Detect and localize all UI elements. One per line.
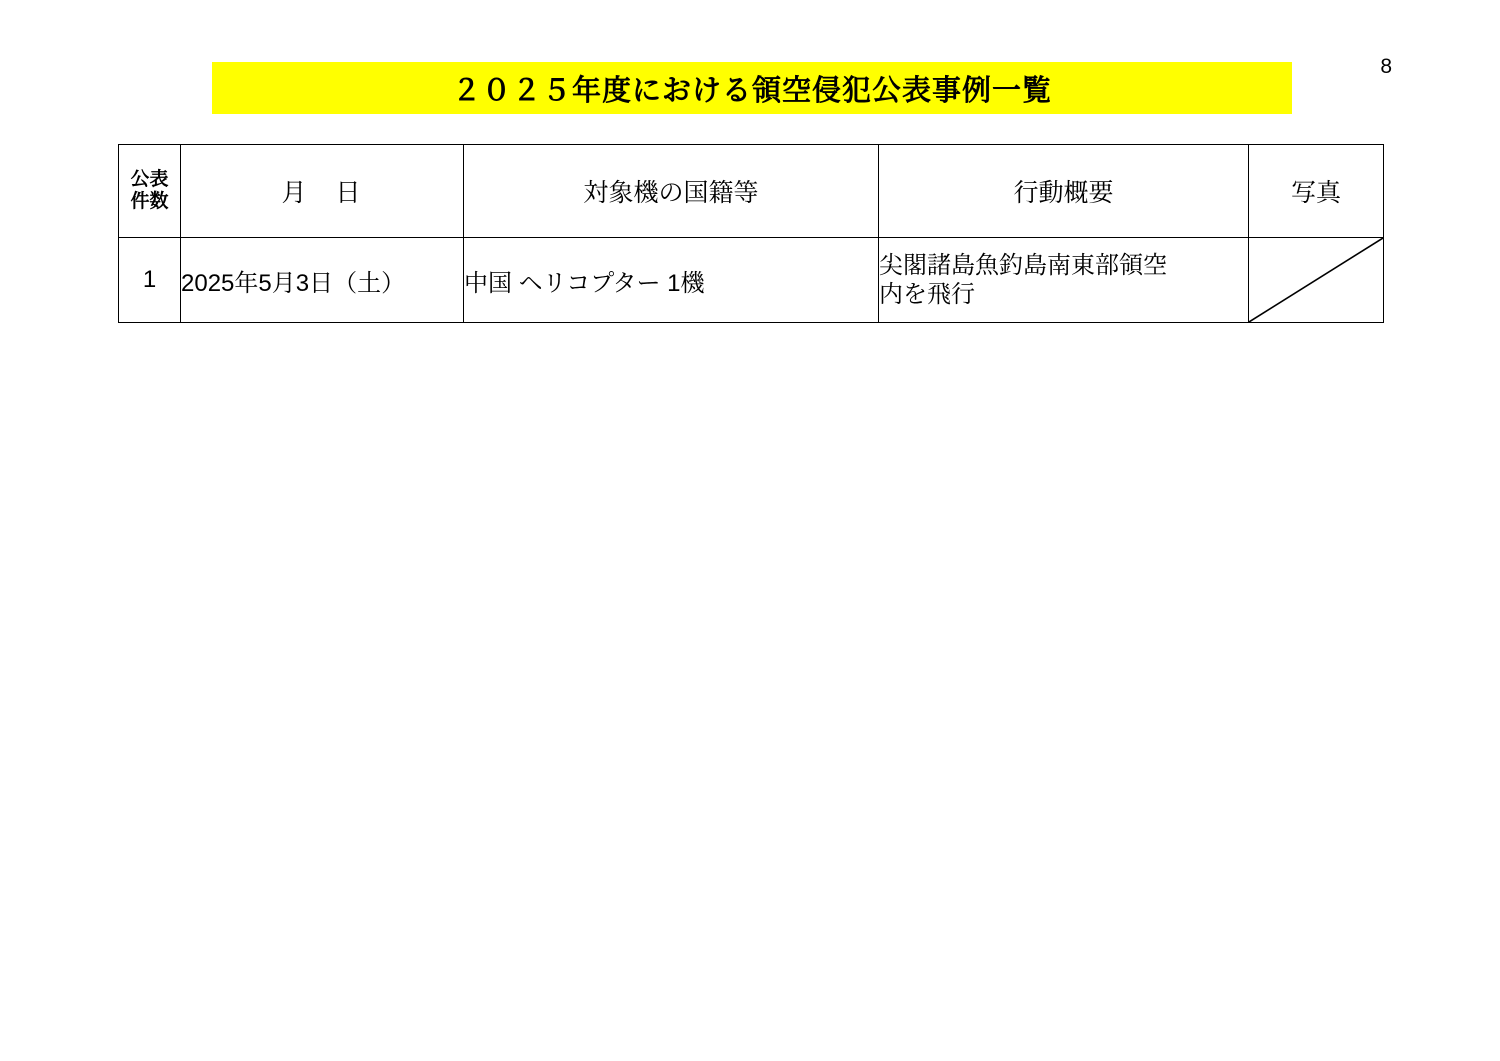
table-body [119, 238, 1384, 323]
page-number: 8 [1380, 55, 1392, 78]
table-header [119, 145, 1384, 238]
cell-action [879, 238, 1249, 323]
column-header-count-line1: 公表 [130, 169, 169, 191]
cell-date: 2025年5月3日（土） [181, 238, 464, 323]
cell-action-line1: 尖閣諸島魚釣島南東部領空 [879, 251, 1167, 279]
cell-action-line2: 内を飛行 [879, 281, 975, 308]
cell-nationality: 中国 ヘリコプター 1機 [464, 238, 879, 323]
column-header-photo: 写真 [1249, 145, 1384, 238]
cases-table-container [118, 144, 1383, 323]
airspace-violation-table [118, 144, 1384, 323]
column-header-count [119, 145, 181, 238]
page-title: ２０２５年度における領空侵犯公表事例一覧 [451, 74, 1052, 107]
diagonal-strike-icon [1249, 238, 1383, 322]
column-header-nationality: 対象機の国籍等 [464, 145, 879, 238]
column-header-date [181, 145, 464, 238]
table-row [119, 238, 1384, 323]
column-header-count-line2: 件数 [130, 191, 169, 212]
title-banner [212, 62, 1292, 114]
column-header-action: 行動概要 [879, 145, 1249, 238]
cell-photo [1249, 238, 1384, 323]
cell-count: 1 [119, 238, 181, 323]
table-header-row [119, 145, 1384, 238]
column-header-date-label: 月 日 [281, 179, 363, 207]
